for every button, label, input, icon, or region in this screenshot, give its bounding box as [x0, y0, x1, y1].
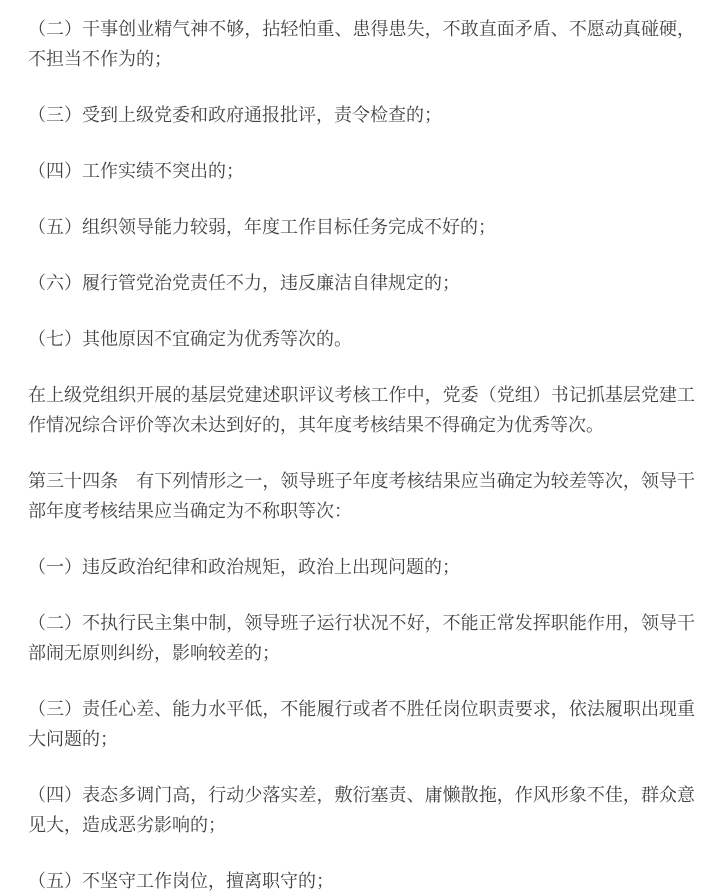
- paragraph-clause-4-excellent: （四）工作实绩不突出的；: [28, 161, 244, 181]
- paragraph-clause-7-excellent: （七）其他原因不宜确定为优秀等次的。: [28, 329, 352, 349]
- paragraph-clause-3-poor: （三）责任心差、能力水平低，不能履行或者不胜任岗位职责要求，依法履职出现重大问题的；: [28, 699, 695, 749]
- paragraph-party-building-assessment: 在上级党组织开展的基层党建述职评议考核工作中，党委（党组）书记抓基层党建工作情况综合评价等次未达到好的，其年度考核结果不得确定为优秀等次。: [28, 385, 695, 435]
- paragraph-clause-1-poor: （一）违反政治纪律和政治规矩，政治上出现问题的；: [28, 557, 460, 577]
- paragraph-clause-5-excellent: （五）组织领导能力较弱，年度工作目标任务完成不好的；: [28, 217, 496, 237]
- paragraph-clause-4-poor: （四）表态多调门高，行动少落实差，敷衍塞责、庸懒散拖，作风形象不佳，群众意见大，造成恶劣影响的；: [28, 785, 695, 835]
- paragraph-clause-3-excellent: （三）受到上级党委和政府通报批评，责令检查的；: [28, 105, 442, 125]
- paragraph-clause-2-excellent: （二）干事创业精气神不够，拈轻怕重、患得患失，不敢直面矛盾、不愿动真碰硬，不担当不作为的；: [28, 19, 695, 69]
- paragraph-clause-6-excellent: （六）履行管党治党责任不力，违反廉洁自律规定的；: [28, 273, 460, 293]
- paragraph-clause-2-poor: （二）不执行民主集中制，领导班子运行状况不好，不能正常发挥职能作用，领导干部闹无原则纠纷，影响较差的；: [28, 613, 695, 663]
- paragraph-clause-5-poor: （五）不坚守工作岗位，擅离职守的；: [28, 871, 334, 891]
- paragraph-article-34: 第三十四条 有下列情形之一，领导班子年度考核结果应当确定为较差等次，领导干部年度考核结果应当确定为不称职等次：: [28, 471, 695, 521]
